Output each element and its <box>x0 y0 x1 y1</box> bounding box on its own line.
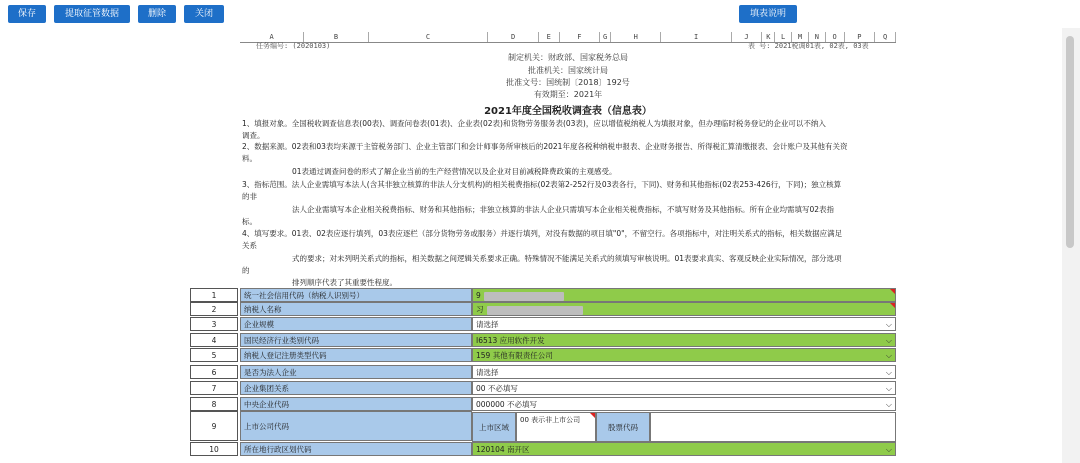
row-number: 2 <box>190 302 238 316</box>
table-row <box>190 348 896 362</box>
central-enterprise-select[interactable] <box>472 397 896 411</box>
taxpayer-name-value: 习 <box>476 305 484 314</box>
column-header: L <box>775 32 792 42</box>
group-relation-select[interactable] <box>472 381 896 395</box>
row-label: 中央企业代码 <box>240 397 472 411</box>
table-row <box>190 442 896 456</box>
select-value: 120104 南开区 <box>476 445 530 454</box>
form-number: 表 号: 2021税调01表, 02表, 03表 <box>748 42 869 50</box>
help-button[interactable]: 填表说明 <box>739 5 797 23</box>
row-label: 国民经济行业类别代码 <box>240 333 472 347</box>
row-number: 6 <box>190 365 238 379</box>
listed-region-select[interactable] <box>516 412 596 442</box>
row-number: 3 <box>190 317 238 331</box>
valid-until-text: 有效期至：2021年 <box>533 90 603 99</box>
column-header: N <box>809 32 826 42</box>
redacted-block <box>484 292 564 301</box>
row-number: 4 <box>190 333 238 347</box>
column-header: J <box>732 32 763 42</box>
required-marker <box>890 303 895 308</box>
column-header: G <box>600 32 611 42</box>
registration-type-select[interactable] <box>472 348 896 362</box>
instruction-line: 关系 <box>242 241 257 250</box>
credit-code-value: 9 <box>476 291 481 300</box>
column-header: E <box>539 32 560 42</box>
chevron-down-icon: ⌵ <box>885 400 892 409</box>
instruction-line: 法人企业需填写本企业相关税费指标、财务和其他指标；非独立核算的非法人企业只需填写本企业相关税费指标，不填写财务及其他指标。所有企业均需填写02表指 <box>292 205 835 214</box>
fetch-tax-data-button[interactable]: 提取征管数据 <box>54 5 130 23</box>
row-number: 10 <box>190 442 238 456</box>
region-code-select[interactable] <box>472 442 896 456</box>
row-number: 5 <box>190 348 238 362</box>
table-row <box>190 317 896 331</box>
column-header: P <box>845 32 876 42</box>
chevron-down-icon: ⌵ <box>885 368 892 377</box>
row-number: 7 <box>190 381 238 395</box>
credit-code-input[interactable] <box>472 288 896 302</box>
row-number: 9 <box>190 411 238 441</box>
scrollbar-thumb[interactable] <box>1066 36 1074 248</box>
column-header: F <box>560 32 601 42</box>
enterprise-size-select[interactable] <box>472 317 896 331</box>
save-button[interactable]: 保存 <box>8 5 46 23</box>
delete-button[interactable]: 删除 <box>138 5 176 23</box>
chevron-down-icon: ⌵ <box>885 351 892 360</box>
column-header: Q <box>875 32 896 42</box>
table-row <box>190 397 896 411</box>
table-row <box>190 302 896 316</box>
legal-entity-select[interactable] <box>472 365 896 379</box>
listed-region-label: 上市区域 <box>472 412 516 442</box>
task-number: 任务编号: (2020103) <box>256 42 331 50</box>
instruction-line: 标。 <box>242 217 257 226</box>
doc-number-text: 批准文号：国统制〔2018〕192号 <box>506 78 630 87</box>
table-row <box>190 365 896 379</box>
column-header: C <box>369 32 489 42</box>
column-header: O <box>826 32 845 42</box>
select-value: I6513 应用软件开发 <box>476 336 545 345</box>
instruction-line: 4、填写要求。01表、02表应逐行填列，03表应逐栏（部分货物劳务或服务）并逐行填列，对没有数据的项目填"0"，不留空行。各项指标中，对注明关系式的指标，相关数据应满足 <box>242 229 843 238</box>
row-label: 纳税人名称 <box>240 302 472 316</box>
row-number: 8 <box>190 397 238 411</box>
row-label: 企业集团关系 <box>240 381 472 395</box>
table-row <box>190 411 896 441</box>
row-label: 统一社会信用代码（纳税人识别号） <box>240 288 472 302</box>
table-row <box>190 381 896 395</box>
instruction-line: 01表通过调查问卷的形式了解企业当前的生产经营情况以及企业对目前减税降费政策的主观感受。 <box>292 167 617 176</box>
column-header: K <box>762 32 775 42</box>
row-label: 上市公司代码 <box>240 411 472 441</box>
maker-text: 制定机关：财政部、国家税务总局 <box>508 53 628 62</box>
instruction-line: 2、数据来源。02表和03表均来源于主管税务部门、企业主管部门和会计师事务所审核后的2021年度各税种纳税申报表、企业财务报告、所得税汇算清缴报表、会计账户及其他有关资 <box>242 142 848 151</box>
instruction-line: 1、填报对象。全国税收调查信息表(00表)、调查问卷表(01表)、企业表(02表)和货物劳务服务表(03表)，应以增值税纳税人为填报对象，但办理临时税务登记的企业可以不纳入 <box>242 119 826 128</box>
row-label: 是否为法人企业 <box>240 365 472 379</box>
chevron-down-icon: ⌵ <box>885 384 892 393</box>
page-title: 2021年度全国税收调查表（信息表） <box>484 106 652 117</box>
chevron-down-icon: ⌵ <box>885 445 892 454</box>
required-marker <box>890 289 895 294</box>
chevron-down-icon: ⌵ <box>885 336 892 345</box>
toolbar <box>0 0 1080 28</box>
industry-code-select[interactable] <box>472 333 896 347</box>
column-header: I <box>661 32 731 42</box>
table-row <box>190 288 896 302</box>
row-label: 企业规模 <box>240 317 472 331</box>
instruction-line: 的非 <box>242 192 257 201</box>
column-header: B <box>304 32 368 42</box>
select-value: 请选择 <box>476 368 499 377</box>
select-value: 请选择 <box>476 320 499 329</box>
column-header: M <box>792 32 809 42</box>
stock-code-label: 股票代码 <box>596 412 650 442</box>
stock-code-input[interactable] <box>650 412 896 442</box>
instruction-line: 调查。 <box>242 131 265 140</box>
select-value: 00 不必填写 <box>476 384 518 393</box>
close-button[interactable]: 关闭 <box>184 5 224 23</box>
select-value: 159 其他有限责任公司 <box>476 351 553 360</box>
select-value: 00 表示非上市公司 <box>520 416 581 424</box>
row-label: 所在地行政区划代码 <box>240 442 472 456</box>
row-label: 纳税人登记注册类型代码 <box>240 348 472 362</box>
column-header: A <box>240 32 304 42</box>
taxpayer-name-input[interactable] <box>472 302 896 316</box>
required-marker <box>590 413 595 418</box>
instruction-line: 3、指标范围。法人企业需填写本法人(含其非独立核算的非法人分支机构)的相关税费指标(02表第2-252行及03表各行，下同)、财务和其他指标(02表253-426行，下同)；独立核算 <box>242 180 842 189</box>
instruction-line: 式的要求；对未列明关系式的指标，相关数据之间逻辑关系要求正确。特殊情况不能满足关系式的须填写审核说明。01表要求真实、客观反映企业实际情况，部分选项 <box>292 254 842 263</box>
row-number: 1 <box>190 288 238 302</box>
redacted-block <box>487 306 583 315</box>
instruction-line: 排列顺序代表了其重要性程度。 <box>292 278 397 287</box>
select-value: 000000 不必填写 <box>476 400 538 409</box>
table-row <box>190 333 896 347</box>
column-header: D <box>488 32 538 42</box>
instruction-line: 料。 <box>242 154 257 163</box>
column-header: H <box>611 32 661 42</box>
approver-text: 批准机关：国家统计局 <box>528 66 608 75</box>
instruction-line: 的 <box>242 266 250 275</box>
chevron-down-icon: ⌵ <box>885 320 892 329</box>
